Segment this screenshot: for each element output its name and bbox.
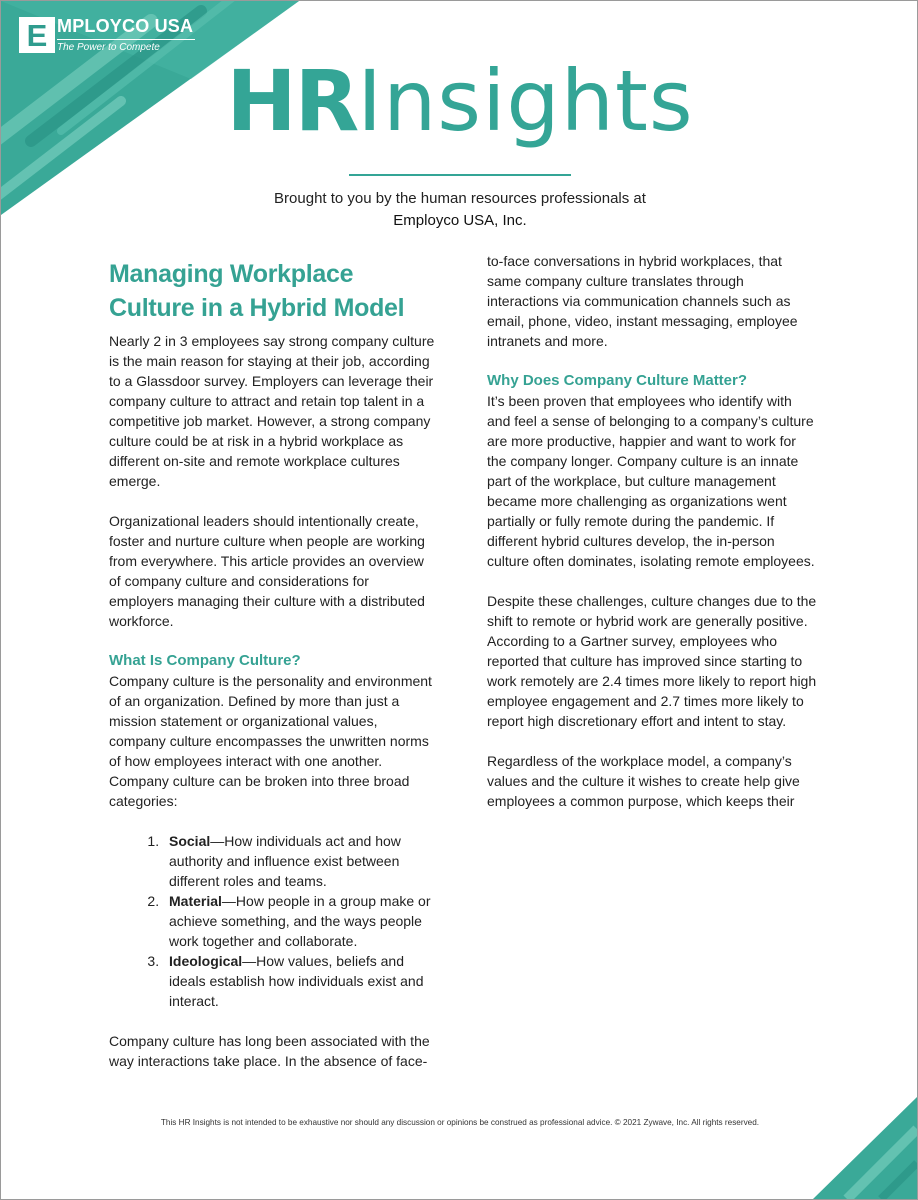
list-item-text: —How values, beliefs and ideals establish how individuals exist and interact.	[169, 953, 424, 1009]
list-item	[163, 831, 435, 891]
byline-intro: Brought to you by the human resources professionals at	[274, 190, 646, 207]
culture-categories-list	[109, 831, 435, 1011]
newsletter-masthead	[1, 51, 918, 151]
list-item	[163, 951, 435, 1011]
masthead-underline	[349, 174, 571, 176]
logo-tagline: The Power to Compete	[57, 42, 160, 53]
footer-disclaimer: This HR Insights is not intended to be exhaustive nor should any discussion or opinions be construed as professional advice. © 2021 Zywave, Inc. All rights reserved.	[160, 1118, 760, 1127]
list-item-term: Material	[169, 893, 222, 909]
body-paragraph-1: Company culture is the personality and environment of an organization. Defined by more than just a mission statement or organizational values, company culture encompasses the unwritten norms of how employees interact with one another. Company culture can be broken into three broad categories:	[109, 673, 432, 809]
list-item-term: Social	[169, 833, 211, 849]
body-paragraph-4: Despite these challenges, culture changes due to the shift to remote or hybrid work are generally positive. According to a Gartner survey, employees who reported that culture has improved since starting to work remotely are 2.4 times more likely to report high employee engagement and 2.7 times more likely to report high discretionary effort and intent to stay.	[487, 593, 817, 729]
body-paragraph-3: It’s been proven that employees who identify with and feel a sense of belonging to a company’s culture are more productive, happier and want to work for the company longer. Company culture is an innate part of the workplace, but culture management became more challenging as organizations went partially or fully remote during the pandemic. If different hybrid cultures develop, the in-person culture often dominates, isolating remote employees.	[487, 393, 815, 569]
masthead-hr: HR	[226, 52, 358, 150]
masthead-insights: Insights	[357, 52, 694, 150]
article-column-left	[109, 257, 435, 1071]
logo-divider	[57, 39, 195, 40]
list-item-text: —How people in a group make or achieve something, and the ways people work together and collaborate.	[169, 893, 431, 949]
intro-paragraph-1: Nearly 2 in 3 employees say strong company culture is the main reason for staying at their job, according to a Glassdoor survey. Employers can leverage their company culture to attract and retain top talent in a competitive job market. However, a strong company culture could be at risk in a hybrid workplace as different on-site and remote workplace cultures emerge.	[109, 333, 435, 489]
body-paragraph-2-continued: to-face conversations in hybrid workplaces, that same company culture translates through interactions via communication channels such as email, phone, video, instant messaging, employee intranets and more.	[487, 253, 798, 349]
list-item	[163, 891, 435, 951]
section-heading-what-is: What Is Company Culture?	[109, 652, 301, 669]
list-item-text: —How individuals act and how authority and influence exist between different roles and teams.	[169, 833, 401, 889]
byline-company: Employco USA, Inc.	[393, 212, 527, 229]
logo-letter-box: E	[19, 17, 55, 53]
article-title: Managing Workplace Culture in a Hybrid Model	[109, 260, 405, 322]
body-paragraph-2: Company culture has long been associated with the way interactions take place. In the absence of face-	[109, 1033, 430, 1069]
corner-stripes-bottom-graphic	[777, 1059, 917, 1199]
list-item-term: Ideological	[169, 953, 243, 969]
section-heading-why-matter: Why Does Company Culture Matter?	[487, 372, 748, 389]
article-column-right	[487, 251, 817, 811]
intro-paragraph-2: Organizational leaders should intentionally create, foster and nurture culture when people are working from everywhere. This article provides an overview of company culture and considerations for employers managing their culture with a distributed workforce.	[109, 513, 425, 629]
body-paragraph-5: Regardless of the workplace model, a company’s values and the culture it wishes to create help give employees a common purpose, which keeps their	[487, 753, 800, 809]
logo-company-name: MPLOYCO USA	[57, 16, 194, 36]
